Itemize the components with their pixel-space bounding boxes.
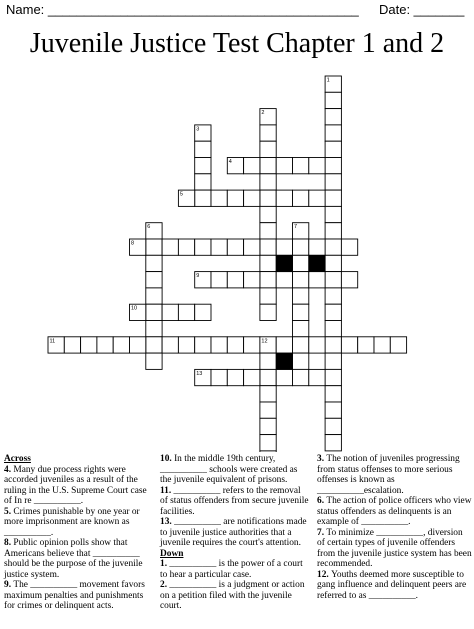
grid-cell[interactable] [211,369,227,385]
grid-cell[interactable] [195,190,211,206]
grid-cell[interactable] [325,304,341,320]
grid-cell[interactable] [374,337,390,353]
across-heading: Across [4,454,31,464]
grid-cell[interactable] [293,158,309,174]
grid-cell[interactable] [211,337,227,353]
grid-cell[interactable] [325,321,341,337]
grid-cell[interactable] [260,402,276,418]
grid-cell[interactable] [325,255,341,271]
clue-number: 11. [160,485,174,496]
grid-cell[interactable] [309,239,325,255]
clue-item [160,454,310,486]
grid-cell[interactable] [244,272,260,288]
grid-cell[interactable] [195,141,211,157]
grid-cell[interactable] [195,158,211,174]
grid-cell[interactable] [309,190,325,206]
grid-cell[interactable] [178,304,194,320]
grid-cell[interactable] [244,190,260,206]
grid-cell[interactable] [325,206,341,222]
grid-cell[interactable] [260,239,276,255]
grid-cell[interactable] [162,304,178,320]
grid-cell[interactable] [146,353,162,369]
grid-cell[interactable] [227,337,243,353]
clue-number: 7. [317,527,327,538]
grid-cell[interactable] [146,272,162,288]
grid-cell[interactable] [146,239,162,255]
grid-cell[interactable] [227,272,243,288]
grid-cell[interactable] [325,141,341,157]
grid-cell[interactable] [341,272,357,288]
grid-cell[interactable] [293,255,309,271]
grid-cell[interactable] [260,190,276,206]
clue-number: 2. [160,580,170,590]
clue-item [4,465,152,507]
grid-cell[interactable] [325,369,341,385]
cell-number: 10 [131,305,138,312]
grid-cell[interactable] [293,190,309,206]
grid-cell[interactable] [244,158,260,174]
clue-text: __________ are notifications made to juvenile justice authorities that a juvenile requires the court's attention. [160,517,307,548]
grid-cell[interactable] [325,174,341,190]
grid-cell[interactable] [227,190,243,206]
grid-cell[interactable] [260,255,276,271]
grid-cell[interactable] [276,158,292,174]
black-cell [309,255,325,271]
grid-cell[interactable] [162,337,178,353]
grid-cell[interactable] [341,239,357,255]
date-field-label: Date: _______ [379,2,465,17]
clue-text: __________ is a judgment or action on a petition filed with the juvenile court. [160,580,305,611]
clue-number: 10. [160,454,175,464]
grid-cell[interactable] [81,337,97,353]
grid-cell[interactable] [260,223,276,239]
grid-cell[interactable] [146,255,162,271]
grid-cell[interactable] [260,288,276,304]
grid-cell[interactable] [211,190,227,206]
grid-cell[interactable] [97,337,113,353]
grid-cell[interactable] [276,239,292,255]
name-field-label: Name: ___________________________________________ [6,2,359,17]
clue-number: 5. [4,506,14,517]
grid-cell[interactable] [390,337,406,353]
grid-cell[interactable] [211,272,227,288]
grid-cell[interactable] [293,321,309,337]
grid-cell[interactable] [260,206,276,222]
grid-cell[interactable] [227,239,243,255]
grid-cell[interactable] [325,337,341,353]
grid-cell[interactable] [325,239,341,255]
clue-item [4,538,152,580]
grid-cell[interactable] [195,239,211,255]
cell-number: 7 [294,224,298,231]
cell-number: 1 [326,77,330,84]
clues-column-1 [4,454,152,612]
grid-cell[interactable] [276,369,292,385]
clue-number: 9. [4,580,14,590]
clue-item [317,496,472,528]
grid-cell[interactable] [293,239,309,255]
clue-number: 4. [4,464,14,475]
grid-cell[interactable] [293,337,309,353]
cell-number: 4 [228,159,232,165]
grid-cell[interactable] [260,451,276,452]
grid-cell[interactable] [309,337,325,353]
clue-text: The __________ movement favors maximum penalties and punishments for crimes or delinquent acts. [4,580,145,611]
grid-cell[interactable] [195,337,211,353]
cell-number: 13 [196,370,203,377]
clue-item [4,580,152,612]
grid-cell[interactable] [195,174,211,190]
black-cell [276,255,292,271]
grid-cell[interactable] [260,158,276,174]
grid-cell[interactable] [276,190,292,206]
grid-cell[interactable] [293,304,309,320]
down-heading: Down [160,548,184,559]
grid-cell[interactable] [260,174,276,190]
clue-text: __________ is the power of a court to hear a particular case. [160,559,303,580]
grid-cell[interactable] [325,435,341,451]
grid-cell[interactable] [293,353,309,369]
grid-cell[interactable] [293,288,309,304]
clue-text: The notion of juveniles progressing from status offenses to more serious offenses is known as __________escalation. [317,454,460,496]
clue-item [160,486,310,518]
grid-cell[interactable] [227,369,243,385]
clue-item [4,507,152,539]
grid-cell[interactable] [244,337,260,353]
clue-text: Crimes punishable by one year or more imprisonment are known as __________. [4,506,140,538]
grid-cell[interactable] [325,402,341,418]
grid-cell[interactable] [325,92,341,108]
grid-cell[interactable] [178,337,194,353]
grid-cell[interactable] [260,125,276,141]
grid-cell[interactable] [244,369,260,385]
grid-cell[interactable] [260,418,276,434]
clues-column-3 [317,454,472,601]
clue-text: Youths deemed more susceptible to gang influence and delinquent peers are referred to as __________. [317,569,467,601]
grid-cell[interactable] [325,125,341,141]
grid-cell[interactable] [211,239,227,255]
grid-cell[interactable] [276,272,292,288]
clue-number: 1. [160,559,170,569]
clue-number: 12. [317,569,332,580]
grid-cell[interactable] [276,337,292,353]
grid-cell[interactable] [325,223,341,239]
grid-cell[interactable] [325,418,341,434]
grid-cell[interactable] [260,141,276,157]
grid-cell[interactable] [244,239,260,255]
black-cell [276,353,292,369]
clues-column-2 [160,454,310,612]
cell-number: 9 [196,273,200,280]
clue-item [317,570,472,602]
grid-cell[interactable] [325,190,341,206]
grid-cell[interactable] [309,272,325,288]
clue-text: The action of police officers who view status offenders as delinquents is an example of __________. [317,496,472,527]
grid-cell[interactable] [358,337,374,353]
grid-cell[interactable] [178,239,194,255]
cell-number: 12 [261,338,268,345]
grid-cell[interactable] [325,386,341,402]
page-title: Juvenile Justice Test Chapter 1 and 2 [29,28,445,59]
grid-cell[interactable] [113,337,129,353]
grid-cell[interactable] [146,337,162,353]
grid-cell[interactable] [260,272,276,288]
clue-text: Public opinion polls show that Americans believe that __________ should be the purpose of the juvenile justice system. [4,538,143,580]
grid-cell[interactable] [130,337,146,353]
clue-item [160,580,310,612]
grid-cell[interactable] [309,158,325,174]
grid-cell[interactable] [325,272,341,288]
clue-text: In the middle 19th century, __________ schools were created as the juvenile equivalent of prisons. [160,454,298,485]
grid-cell[interactable] [146,288,162,304]
cell-number: 8 [131,240,135,247]
clue-item [317,454,472,496]
grid-cell[interactable] [325,353,341,369]
grid-cell[interactable] [309,369,325,385]
clue-item [160,559,310,580]
grid-cell[interactable] [162,239,178,255]
grid-cell[interactable] [260,353,276,369]
grid-cell[interactable] [146,304,162,320]
grid-cell[interactable] [260,435,276,451]
clue-item [160,517,310,549]
cell-number: 11 [49,338,56,345]
clue-text: To minimize __________, diversion of certain types of juvenile offenders from the juvenile justice system has been recommended. [317,527,472,569]
clue-text: Many due process rights were accorded juveniles as a result of the ruling in the U.S. Supreme Court case of In re __________. [4,464,147,506]
clue-text: __________ refers to the removal of status offenders from secure juvenile facilities. [160,485,309,517]
clue-number: 13. [160,517,175,527]
clue-number: 8. [4,538,14,548]
grid-cell[interactable] [260,386,276,402]
clue-number: 6. [317,496,327,506]
grid-cell[interactable] [260,304,276,320]
cell-number: 3 [196,126,200,133]
cell-number: 6 [147,224,151,231]
cell-number: 2 [261,110,265,117]
grid-cell[interactable] [195,304,211,320]
grid-cell[interactable] [325,288,341,304]
grid-cell[interactable] [64,337,80,353]
grid-cell[interactable] [325,158,341,174]
clue-item [317,528,472,570]
grid-cell[interactable] [293,272,309,288]
grid-cell[interactable] [293,369,309,385]
grid-cell[interactable] [325,109,341,125]
grid-cell[interactable] [260,369,276,385]
clue-number: 3. [317,454,327,464]
cell-number: 5 [179,191,183,198]
grid-cell[interactable] [146,321,162,337]
grid-cell[interactable] [341,337,357,353]
